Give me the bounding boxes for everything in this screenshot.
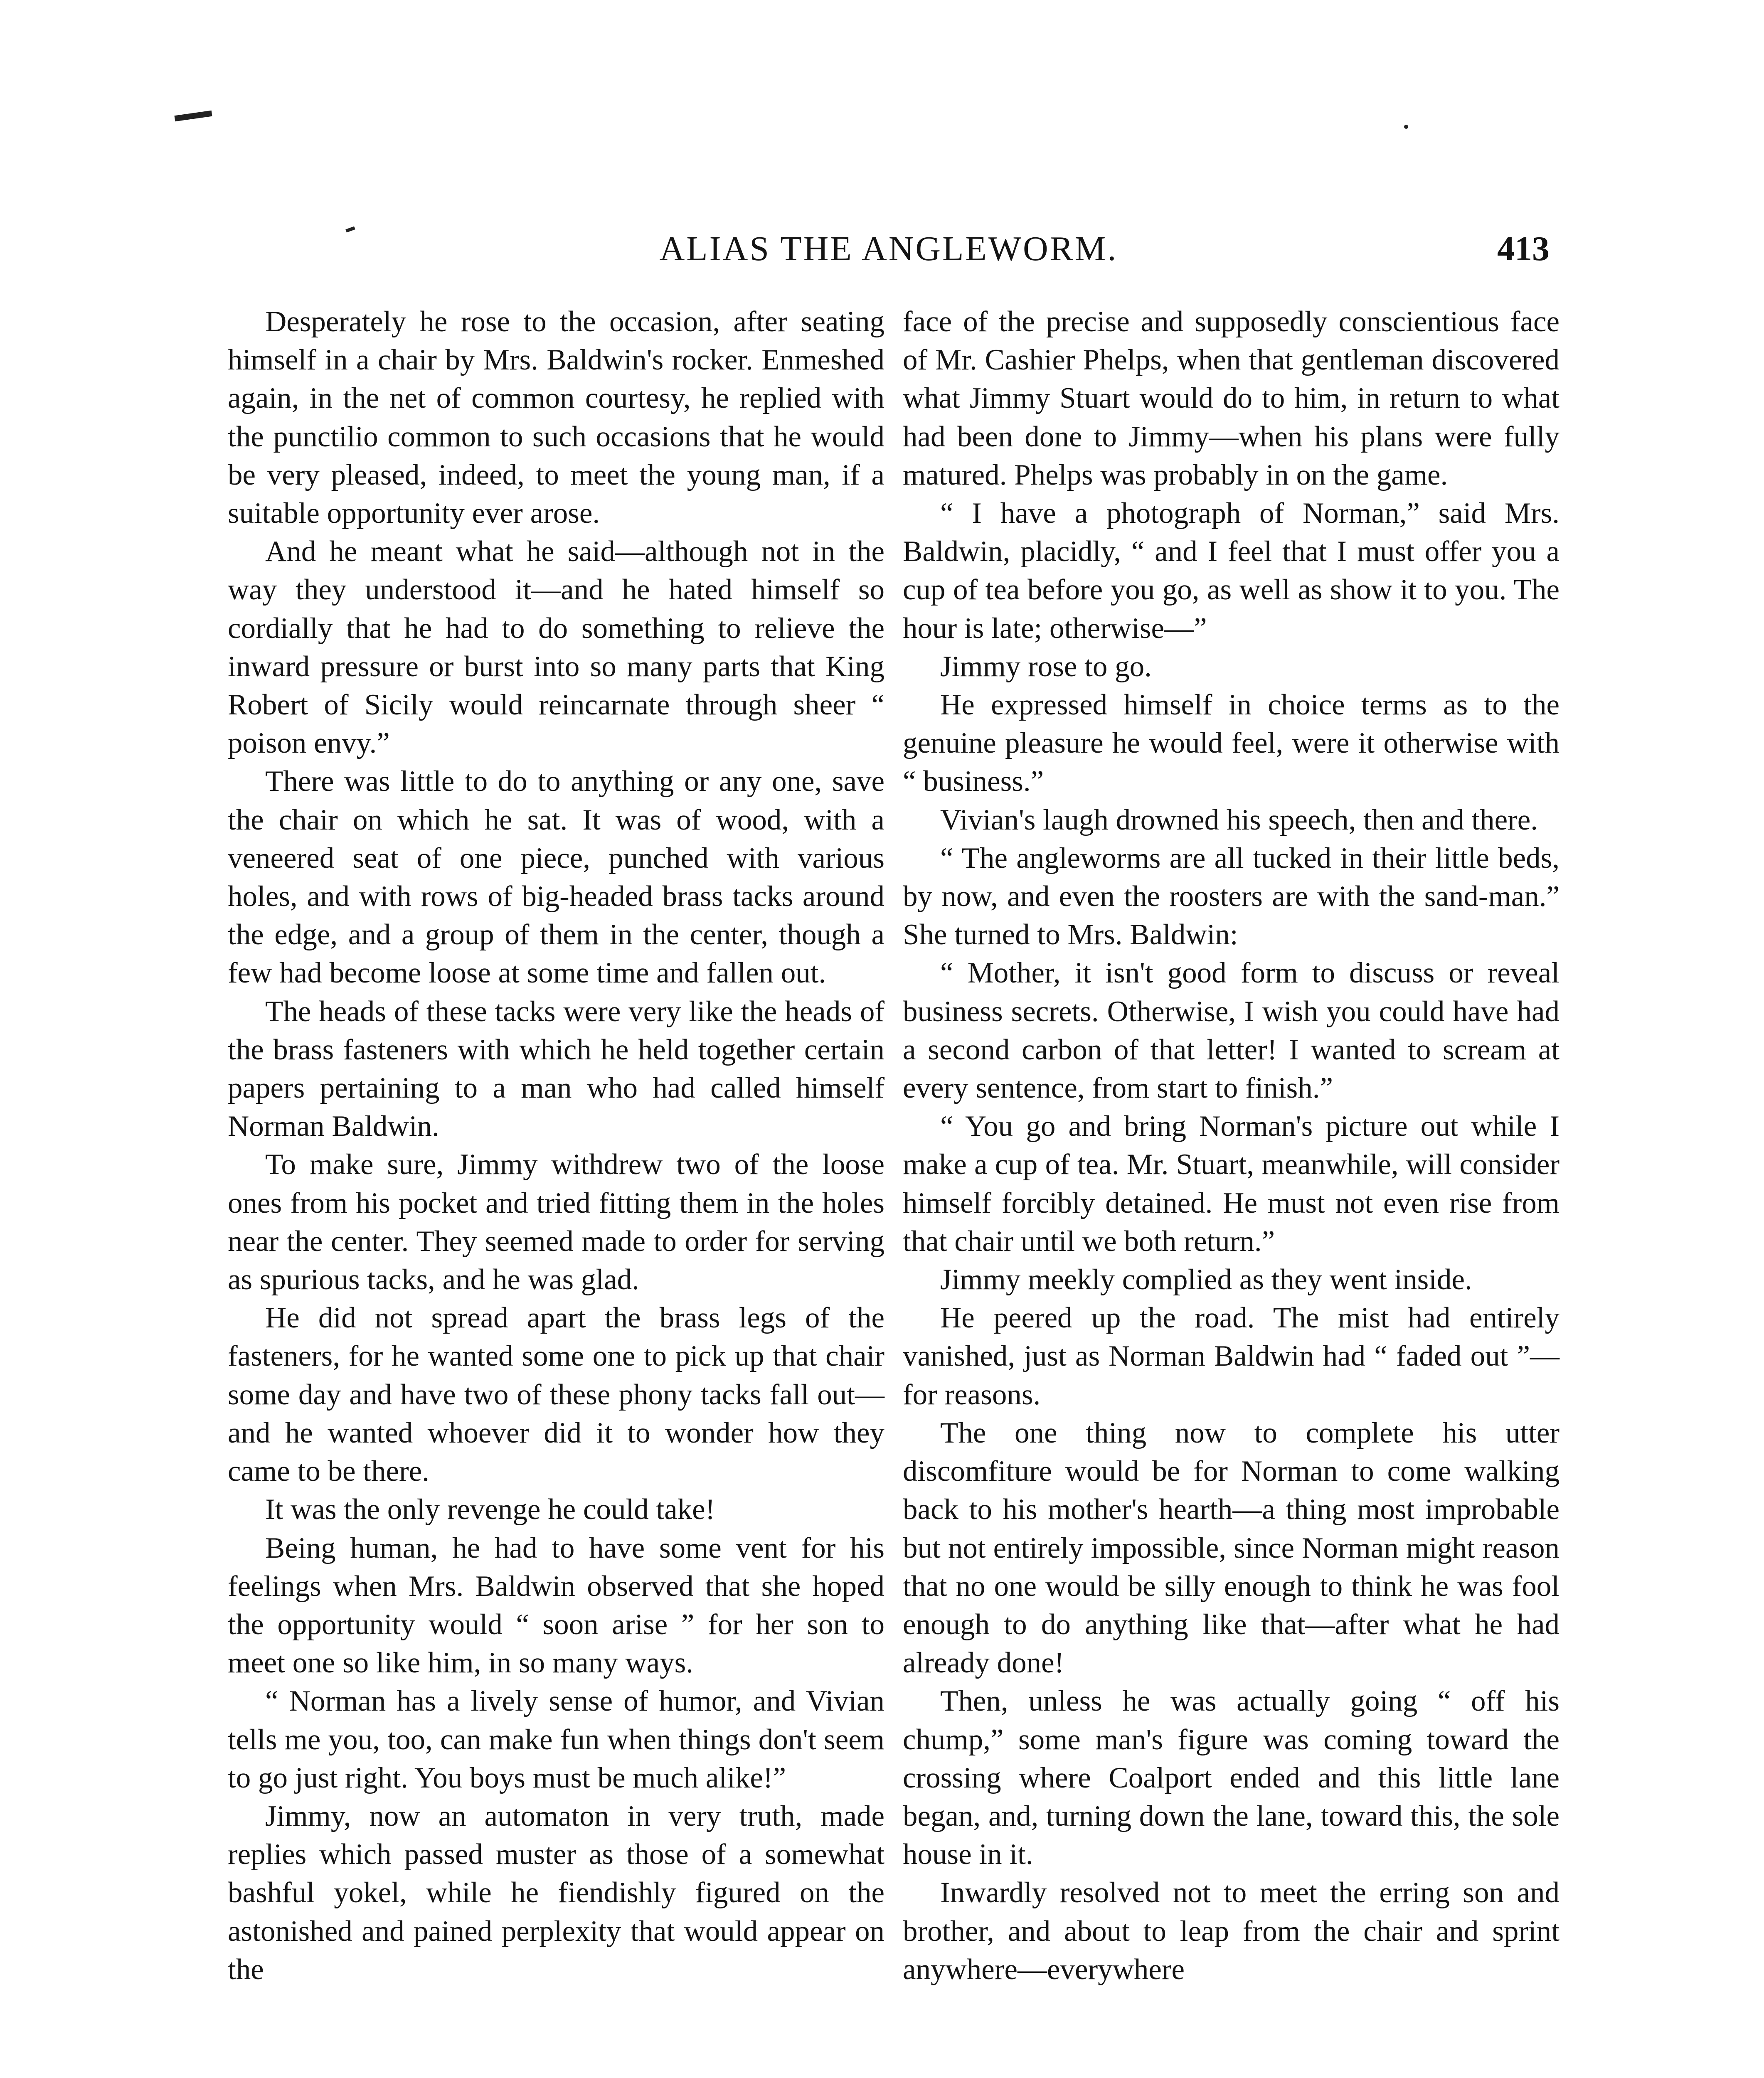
running-title: ALIAS THE ANGLEWORM.	[659, 229, 1118, 268]
paragraph: It was the only revenge he could take!	[265, 1493, 715, 1526]
left-column	[228, 303, 884, 1989]
paragraph: Jimmy meekly complied as they went inside.	[940, 1263, 1472, 1296]
right-column	[903, 303, 1560, 1989]
paragraph: Being human, he had to have some vent for his feelings when Mrs. Baldwin observed that she hoped the opportunity would “ soon arise ” for her son to meet one so like him, in so many ways.	[228, 1531, 884, 1679]
paragraph: Inwardly resolved not to meet the erring son and brother, and about to leap from the chair and sprint anywhere—everywhere	[903, 1876, 1560, 1986]
page-header	[228, 224, 1550, 278]
paragraph: The heads of these tacks were very like the heads of the brass fasteners with which he held together certain papers pertaining to a man who had called himself Norman Baldwin.	[228, 995, 884, 1143]
paragraph: He did not spread apart the brass legs of the fasteners, for he wanted some one to pick up that chair some day and have two of these phony tacks fall out—and he wanted whoever did it to wonder how they came to be there.	[228, 1302, 884, 1488]
paragraph: “ Mother, it isn't good form to discuss or reveal business secrets. Otherwise, I wish you could have had a second carbon of that letter! I wanted to scream at every sentence, from start to finish.”	[903, 957, 1560, 1105]
scan-mark	[1404, 125, 1408, 129]
paragraph: Vivian's laugh drowned his speech, then and there.	[940, 803, 1538, 836]
paragraph: There was little to do to anything or any one, save the chair on which he sat. It was of wood, with a veneered seat of one piece, punched with various holes, and with rows of big-headed brass tacks around the edge, and a group of them in the center, though a few had become loose at some time and fallen out.	[228, 765, 884, 990]
scan-mark	[174, 111, 212, 121]
paragraph: He expressed himself in choice terms as to the genuine pleasure he would feel, were it otherwise with “ business.”	[903, 689, 1560, 798]
page-number: 413	[1497, 229, 1550, 268]
paragraph: Jimmy, now an automaton in very truth, made replies which passed muster as those of a somewhat bashful yokel, while he fiendishly figured on the astonished and pained perplexity that would appear on the	[228, 1800, 884, 1986]
paragraph: Desperately he rose to the occasion, after seating himself in a chair by Mrs. Baldwin's rocker. Enmeshed again, in the net of common courtesy, he replied with the punctilio common to such occasions that he would be very pleased, indeed, to meet the young man, if a suitable opportunity ever arose.	[228, 305, 884, 530]
paragraph: “ You go and bring Norman's picture out while I make a cup of tea. Mr. Stuart, meanwhile, will consider himself forcibly detained. He must not even rise from that chair until we both return.”	[903, 1110, 1560, 1258]
paragraph: And he meant what he said—although not in the way they understood it—and he hated himself so cordially that he had to do something to relieve the inward pressure or burst into so many parts that King Robert of Sicily would reincarnate through sheer “ poison envy.”	[228, 535, 884, 760]
paragraph: “ Norman has a lively sense of humor, and Vivian tells me you, too, can make fun when things don't seem to go just right. You boys must be much alike!”	[228, 1685, 884, 1794]
paragraph: Then, unless he was actually going “ off his chump,” some man's figure was coming toward the crossing where Coalport ended and this little lane began, and, turning down the lane, toward this, the sole house in it.	[903, 1685, 1560, 1871]
paragraph: “ I have a photograph of Norman,” said Mrs. Baldwin, placidly, “ and I feel that I must offer you a cup of tea before you go, as well as show it to you. The hour is late; otherwise—”	[903, 497, 1560, 645]
paragraph: He peered up the road. The mist had entirely vanished, just as Norman Baldwin had “ faded out ”—for reasons.	[903, 1302, 1560, 1411]
paragraph: Jimmy rose to go.	[940, 650, 1152, 683]
paragraph: “ The angleworms are all tucked in their little beds, by now, and even the roosters are with the sand-man.” She turned to Mrs. Baldwin:	[903, 842, 1560, 951]
paragraph-continued: face of the precise and supposedly conscientious face of Mr. Cashier Phelps, when that gentleman discovered what Jimmy Stuart would do to him, in return to what had been done to Jimmy—when his plans were fully matured. Phelps was probably in on the game.	[903, 305, 1560, 491]
paragraph: The one thing now to complete his utter discomfiture would be for Norman to come walking back to his mother's hearth—a thing most improbable but not entirely impossible, since Norman might reason that no one would be silly enough to think he was fool enough to do anything like that—after what he had already done!	[903, 1416, 1560, 1679]
paragraph: To make sure, Jimmy withdrew two of the loose ones from his pocket and tried fitting them in the holes near the center. They seemed made to order for serving as spurious tacks, and he was glad.	[228, 1148, 884, 1296]
